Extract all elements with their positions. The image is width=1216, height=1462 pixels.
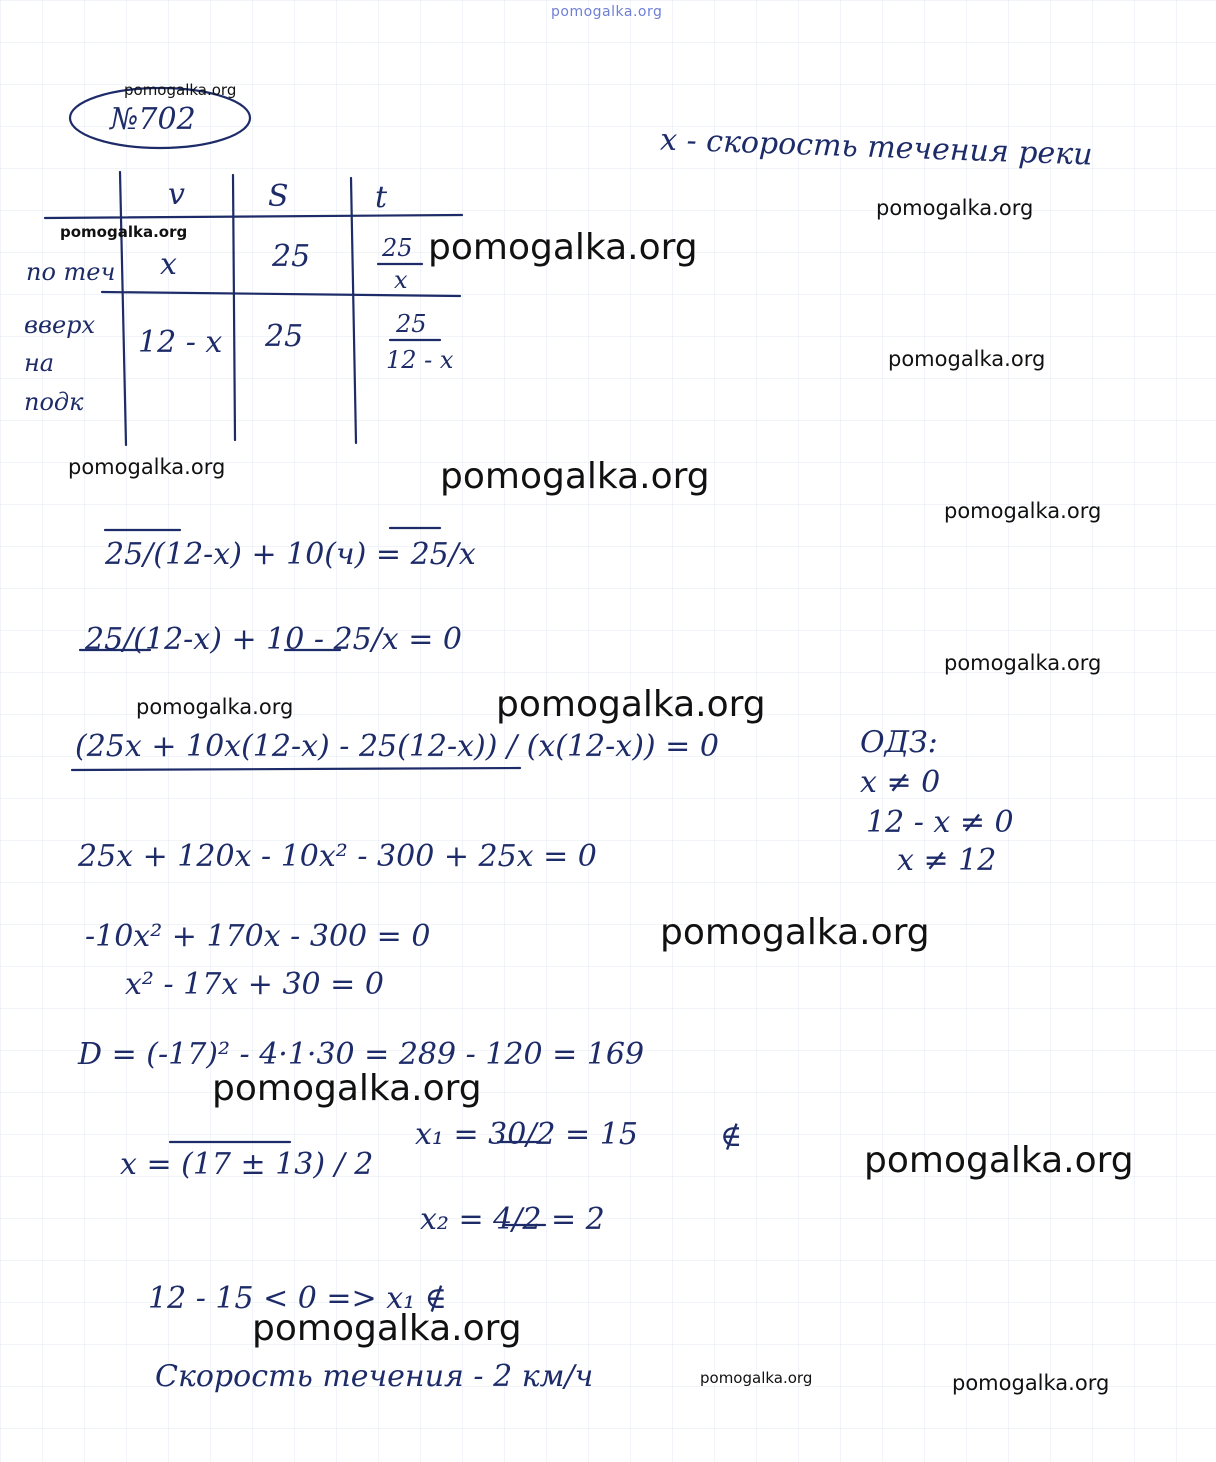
equation-5: -10x² + 170x - 300 = 0 [85, 919, 431, 954]
odz-line-2: 12 - x ≠ 0 [866, 805, 1014, 840]
watermark: pomogalka.org [496, 684, 766, 725]
watermark: pomogalka.org [952, 1371, 1110, 1395]
watermark: pomogalka.org [124, 81, 237, 99]
watermark: pomogalka.org [864, 1140, 1134, 1181]
root-x2: x₂ = 4/2 = 2 [420, 1202, 605, 1237]
table-row1-t-num: 25 [382, 234, 413, 262]
watermark: pomogalka.org [888, 347, 1046, 371]
table-vline-3 [351, 178, 356, 443]
equation-4: 25x + 120x - 10x² - 300 + 25x = 0 [78, 839, 597, 874]
equation-1: 25/(12-x) + 10(ч) = 25/x [105, 537, 476, 572]
watermark: pomogalka.org [440, 456, 710, 497]
table-header-t: t [375, 180, 388, 215]
watermark: pomogalka.org [60, 223, 188, 241]
equation-3: (25x + 10x(12-x) - 25(12-x)) / (x(12-x)) = 0 [75, 729, 719, 764]
watermark: pomogalka.org [428, 227, 698, 268]
table-vline-2 [233, 175, 235, 440]
equation-6: x² - 17x + 30 = 0 [125, 967, 384, 1002]
watermark: pomogalka.org [944, 651, 1102, 675]
watermark: pomogalka.org [212, 1068, 482, 1109]
watermark: pomogalka.org [944, 499, 1102, 523]
odz-line-3: x ≠ 12 [897, 843, 997, 878]
odz-title: ОДЗ: [860, 725, 938, 760]
watermark: pomogalka.org [660, 912, 930, 953]
table-header-v: v [168, 177, 185, 212]
discriminant: D = (-17)² - 4·1·30 = 289 - 120 = 169 [78, 1037, 645, 1072]
watermark: pomogalka.org [700, 1369, 813, 1387]
table-row2-t-den: 12 - x [386, 346, 454, 374]
answer: Скорость течения - 2 км/ч [155, 1359, 594, 1394]
root-check: 12 - 15 < 0 => x₁ ∉ [148, 1281, 447, 1316]
watermark: pomogalka.org [876, 196, 1034, 220]
watermark: pomogalka.org [136, 695, 294, 719]
table-row2-v: 12 - x [138, 325, 223, 360]
equation-2: 25/(12-x) + 10 - 25/x = 0 [85, 622, 463, 657]
roots-formula: x = (17 ± 13) / 2 [120, 1147, 374, 1182]
table-vline-1 [120, 172, 126, 445]
root-x1: x₁ = 30/2 = 15 [415, 1117, 638, 1152]
table-header-s: S [268, 179, 289, 214]
variable-definition: x - скорость течения реки [659, 122, 1094, 173]
top-watermark: pomogalka.org [551, 4, 663, 20]
table-row2-t-num: 25 [396, 310, 427, 338]
table-header-line [45, 215, 462, 218]
table-row1-t-den: x [394, 266, 408, 294]
table-row2-label: вверх на подк [24, 311, 96, 416]
problem-number: №702 [110, 102, 196, 137]
frac-eq3 [72, 768, 520, 770]
odz-line-1: x ≠ 0 [860, 765, 941, 800]
table-row1-v: x [160, 247, 177, 282]
watermark: pomogalka.org [252, 1308, 522, 1349]
table-row2-s: 25 [265, 319, 304, 354]
table-row1-label: по теч [26, 258, 116, 286]
watermark: pomogalka.org [68, 455, 226, 479]
table-row1-s: 25 [272, 239, 311, 274]
root-x1-excluded-mark: ∉ [720, 1119, 743, 1154]
